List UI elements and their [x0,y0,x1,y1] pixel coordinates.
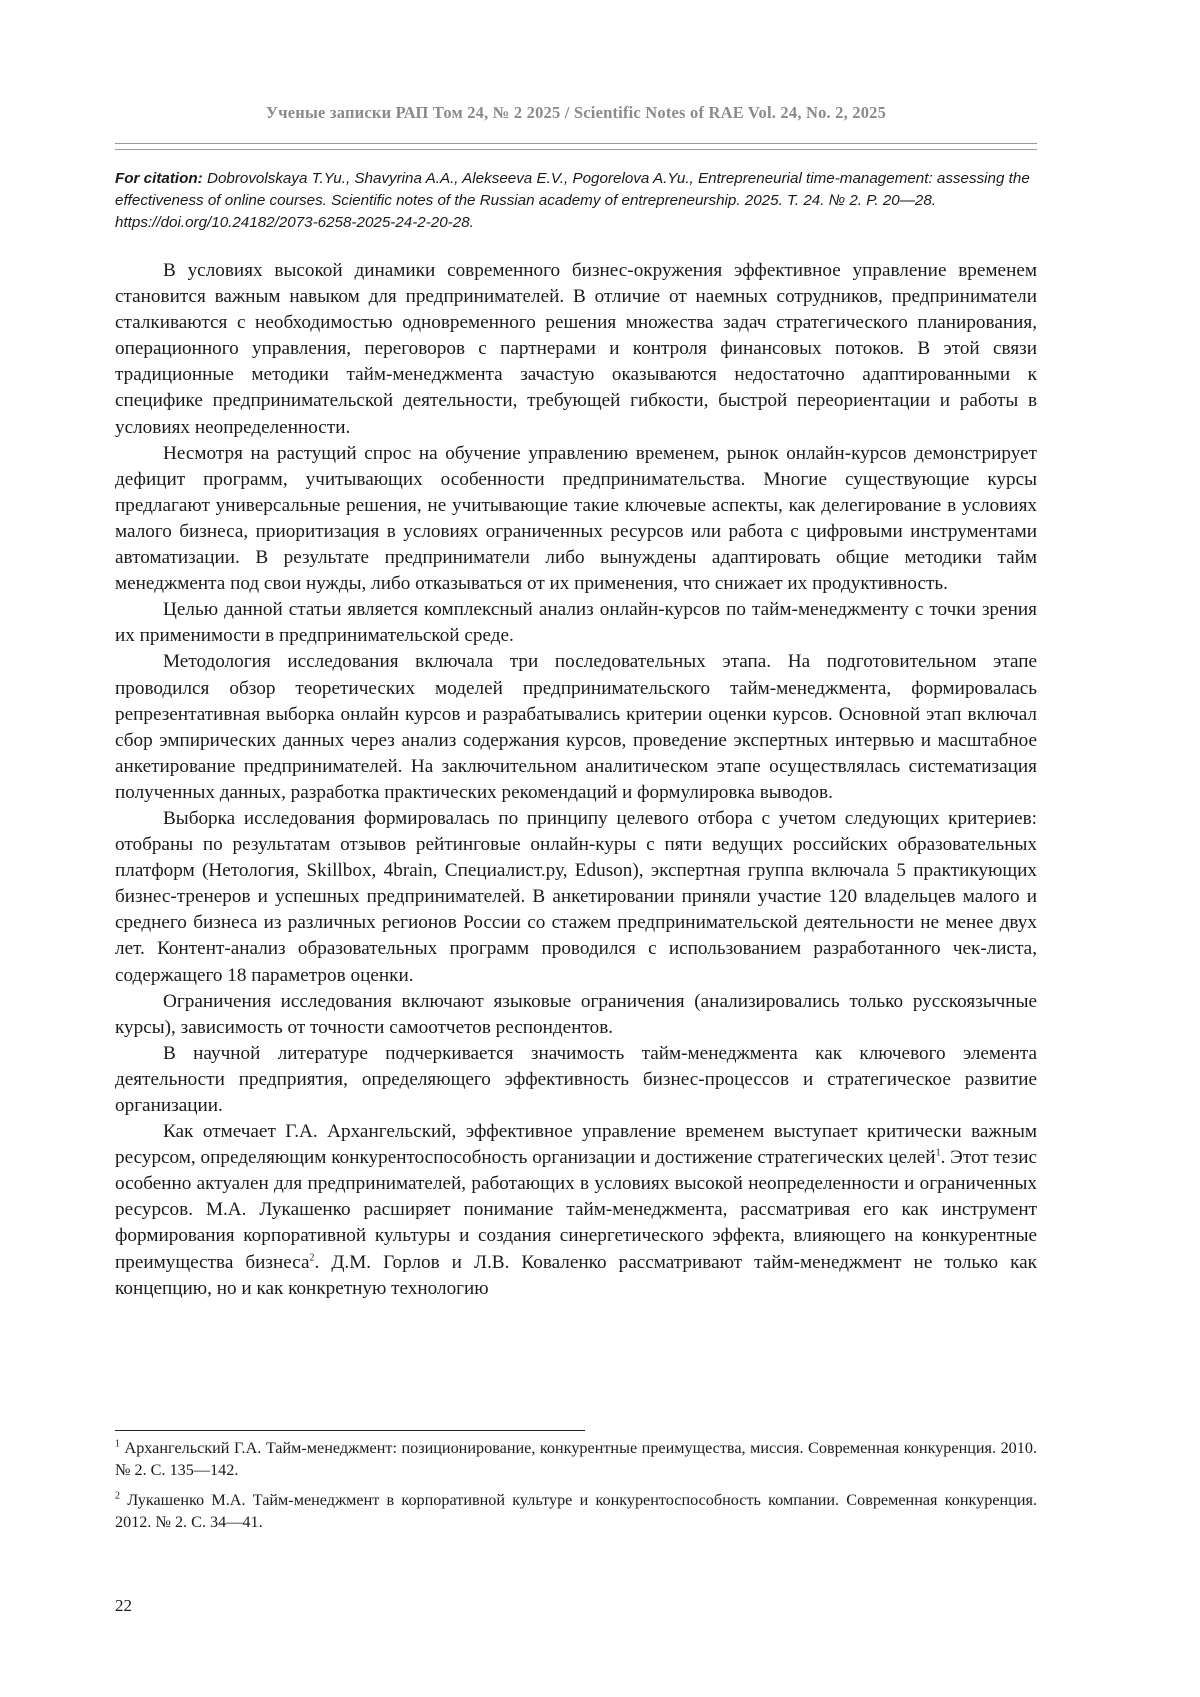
footnote-1-text: Архангельский Г.А. Тайм-менеджмент: позиционирование, конкурентные преимущества, миссия. Современная конкуренция. 2010. № 2. С. 135—142. [115,1439,1037,1479]
paragraph-8-part-b: . Этот тезис особенно актуален для предпринимателей, работающих в условиях высокой неопределенности и ограниченных ресурсов. М.А. Лукашенко расширяет понимание тайм-менеджмента, рассматривая его как инструмент формирования корпоративной культуры и создания синергетического эффекта, влияющего на конкурентные преимущества бизнеса [115,1147,1037,1273]
citation-label: For citation: [115,170,203,187]
paragraph-6: Ограничения исследования включают языковые ограничения (анализировались только русскоязычные курсы), зависимость от точности самоотчетов респондентов. [115,990,1037,1038]
paragraph-8-part-c: . Д.М. Горлов и Л.В. Коваленко рассматривают тайм-менеджмент не только как концепцию, но и как конкретную технологию [115,1251,1037,1299]
paragraph-7: В научной литературе подчеркивается значимость тайм-менеджмента как ключевого элемента деятельности предприятия, определяющего эффективность бизнес-процессов и стратегическое развитие организации. [115,1042,1037,1116]
paragraph-4: Методология исследования включала три последовательных этапа. На подготовительном этапе проводился обзор теоретических моделей предпринимательского тайм-менеджмента, формировалась репрезентативная выборка онлайн курсов и разрабатывались критерии оценки курсов. Основной этап включал сбор эмпирических данных через анализ содержания курсов, проведение экспертных интервью и масштабное анкетирование предпринимателей. На заключительном аналитическом этапе осуществлялась систематизация полученных данных, разработка практических рекомендаций и формулировка выводов. [115,651,1037,803]
footnote-ref-1[interactable]: 1 [935,1147,941,1159]
footnote-1-number: 1 [115,1438,120,1450]
page-number: 22 [115,1596,132,1615]
footnotes [115,1437,1037,1541]
paragraph-8-part-a: Как отмечает Г.А. Архангельский, эффективное управление временем выступает критически важным ресурсом, определяющим конкурентоспособность организации и достижение стратегических целей [115,1121,1037,1169]
paragraph-1: В условиях высокой динамики современного бизнес-окружения эффективное управление временем становится важным навыком для предпринимателей. В отличие от наемных сотрудников, предприниматели сталкиваются с необходимостью одновременного решения множества задач стратегического планирования, операционного управления, переговоров с партнерами и контроля финансовых потоков. В этой связи традиционные методики тайм-менеджмента зачастую оказываются недостаточно адаптированными к специфике предпринимательской деятельности, требующей гибкости, быстрой переориентации и работы в условиях неопределенности. [115,260,1037,438]
citation-text: Dobrovolskaya T.Yu., Shavyrina A.A., Alekseeva E.V., Pogorelova A.Yu., Entrepreneurial time-management: assessing the effectiveness of online courses. Scientific notes of the Russian academy of entrepreneurship. 2025. T. 24. № 2. P. 20—28. https://doi.org/10.24182/2073-6258-2025-24-2-20-28. [115,170,1030,231]
footnote-1 [115,1437,1037,1481]
paragraph-3: Целью данной статьи является комплексный анализ онлайн-курсов по тайм-менеджменту с точки зрения их применимости в предпринимательской среде. [115,599,1037,647]
footnote-2 [115,1489,1037,1533]
footnote-2-number: 2 [115,1490,120,1502]
paragraph-2: Несмотря на растущий спрос на обучение управлению временем, рынок онлайн-курсов демонстрирует дефицит программ, учитывающих особенности предпринимательства. Многие существующие курсы предлагают универсальные решения, не учитывающие такие ключевые аспекты, как делегирование в условиях малого бизнеса, приоритизация в условиях ограниченных ресурсов или работа с цифровыми инструментами автоматизации. В результате предприниматели либо вынуждены адаптировать общие методики тайм менеджмента под свои нужды, либо отказываться от их применения, что снижает их продуктивность. [115,442,1037,595]
paragraph-8 [115,1119,1037,1302]
footnote-2-text: Лукашенко М.А. Тайм-менеджмент в корпоративной культуре и конкурентоспособность компании. Современная конкуренция. 2012. № 2. С. 34—41. [115,1491,1037,1531]
article-body [115,258,1037,1302]
paragraph-5: Выборка исследования формировалась по принципу целевого отбора с учетом следующих критериев: отобраны по результатам отзывов рейтинговые онлайн-куры с пяти ведущих российских образовательных платформ (Нетология, Skillbox, 4brain, Специалист.ру, Eduson), экспертная группа включала 5 практикующих бизнес-тренеров и успешных предпринимателей. В анкетировании приняли участие 120 владельцев малого и среднего бизнеса из различных регионов России со стажем предпринимательской деятельности не менее двух лет. Контент-анализ образовательных программ проводился с использованием разработанного чек-листа, содержащего 18 параметров оценки. [115,807,1037,986]
header-rule-bottom [115,149,1037,150]
running-header: Ученые записки РАП Том 24, № 2 2025 / Scientific Notes of RAE Vol. 24, No. 2, 2025 [265,103,887,122]
header-rule-top [115,143,1037,144]
footnote-separator [115,1430,585,1431]
footnote-ref-2[interactable]: 2 [309,1252,315,1264]
citation-block [115,168,1037,234]
